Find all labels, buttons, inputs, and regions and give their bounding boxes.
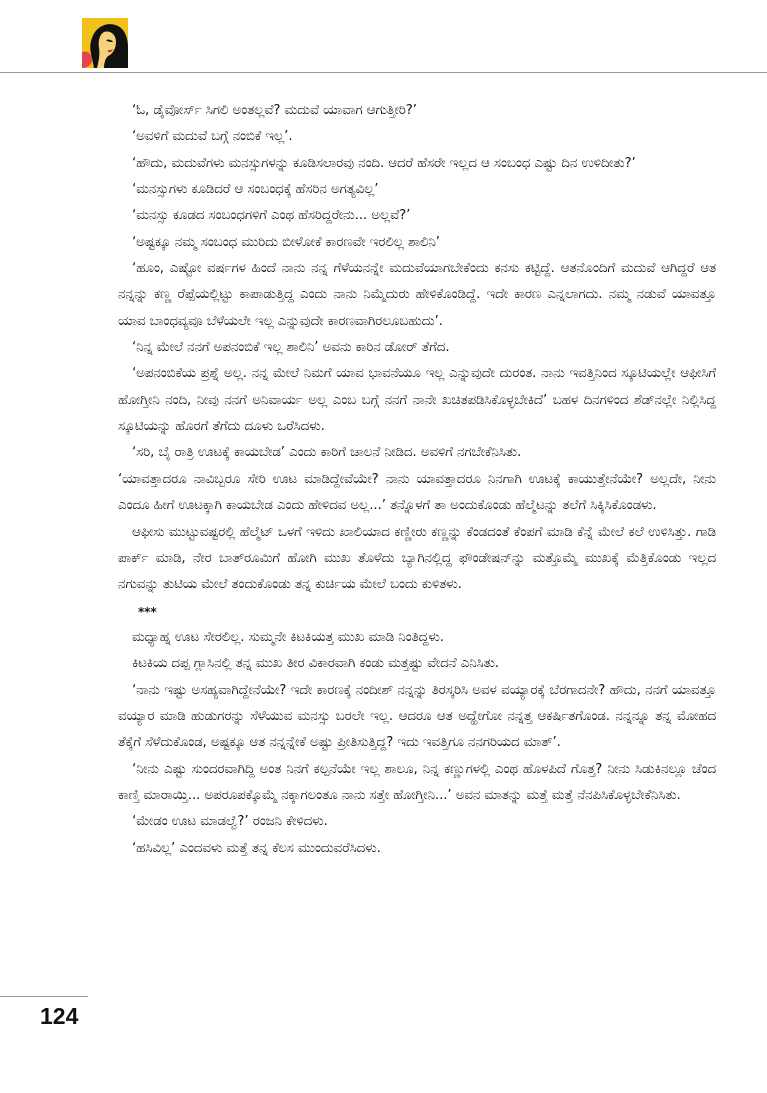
paragraph: ‘ಹಸಿವಿಲ್ಲ’ ಎಂದವಳು ಮತ್ತೆ ತನ್ನ ಕೆಲಸ ಮುಂದುವರೆಸಿದಳು. (132, 840, 381, 856)
paragraph: ‘ಮನಸ್ಸು ಕೂಡದ ಸಂಬಂಧಗಳಿಗೆ ಎಂಥ ಹೆಸರಿದ್ದರೇನು... ಅಲ್ಲವೆ?’ (132, 208, 411, 224)
paragraph: ‘ನೀನು ಎಷ್ಟು ಸುಂದರವಾಗಿದ್ದಿ ಅಂತ ನಿನಗೆ ಕಲ್ಪನೆಯೇ ಇಲ್ಲ ಶಾಲೂ, ನಿನ್ನ ಕಣ್ಣುಗಳಲ್ಲಿ ಎಂಥ ಹೊಳಪಿದೆ ಗೊತ್ತ? ನೀನು ಸಿಡುಕಿನಲ್ಲೂ ಚೆಂದ ಕಾಣ್ತಿ ಮಾರಾಯ್ತಿ... ಅಪರೂಪಕ್ಕೊಮ್ಮೆ ನಕ್ಕಾಗಲಂತೂ ನಾನು ಸತ್ತೇ ಹೋಗ್ತೀನಿ...’ ಅವನ ಮಾತನ್ನು ಮತ್ತೆ ಮತ್ತೆ ನೆನಪಿಸಿಕೊಳ್ಳಬೇಕೆನಿಸಿತು. (118, 761, 716, 803)
paragraph: ಕಿಟಕಿಯ ದಪ್ಪ ಗ್ಲಾಸಿನಲ್ಲಿ ತನ್ನ ಮುಖ ತೀರ ವಿಕಾರವಾಗಿ ಕಂಡು ಮತ್ತಷ್ಟು ವೇದನೆ ಎನಿಸಿತು. (132, 656, 499, 672)
paragraph: ‘ಓ, ಡೈವೋರ್ಸ್ ಸಿಗಲಿ ಅಂತಲ್ಲವೆ? ಮದುವೆ ಯಾವಾಗ ಆಗುತ್ತೀರಿ?’ (132, 103, 417, 118)
paragraph: ‘ಯಾವತ್ತಾದರೂ ನಾವಿಬ್ಬರೂ ಸೇರಿ ಊಟ ಮಾಡಿದ್ದೇವೆಯೇ? ನಾನು ಯಾವತ್ತಾದರೂ ನಿನಗಾಗಿ ಊಟಕ್ಕೆ ಕಾಯುತ್ತೇನೆಯೇ? ಅಲ್ಲದೇ, ನೀನು ಎಂದೂ ಹೀಗೆ ಊಟಕ್ಕಾಗಿ ಕಾಯಬೇಡ ಎಂದು ಹೇಳಿದವ ಅಲ್ಲ...’ ತನ್ನೊಳಗೆ ತಾ ಅಂದುಕೊಂಡು ಹೆಲ್ಮೆಟನ್ನು ತಲೆಗೆ ಸಿಕ್ಕಿಸಿಕೊಂಡಳು. (118, 471, 716, 514)
paragraph: ‘ಮನಸ್ಸುಗಳು ಕೂಡಿದರೆ ಆ ಸಂಬಂಧಕ್ಕೆ ಹೆಸರಿನ ಅಗತ್ಯವಿಲ್ಲ’ (132, 182, 379, 198)
paragraph: ‘ನಿನ್ನ ಮೇಲೆ ನನಗೆ ಅಪನಂಬಿಕೆ ಇಲ್ಲ ಶಾಲಿನಿ’ ಅವನು ಕಾರಿನ ಡೋರ್ ತೆಗೆದ. (132, 340, 450, 356)
paragraph: ‘ಸರಿ, ಬೈ ರಾತ್ರಿ ಊಟಕ್ಕೆ ಕಾಯಬೇಡ’ ಎಂದು ಕಾರಿಗೆ ಚಾಲನೆ ನೀಡಿದ. ಅವಳಿಗೆ ನಗಬೇಕೆನಿಸಿತು. (132, 445, 522, 461)
paragraph: ‘ಹೂಂ, ಎಷ್ಟೋ ವರ್ಷಗಳ ಹಿಂದೆ ನಾನು ನನ್ನ ಗೆಳೆಯನನ್ನೇ ಮದುವೆಯಾಗಬೇಕೆಂದು ಕನಸು ಕಟ್ಟಿದ್ದೆ. ಆತನೊಂದಿಗೆ ಮದುವೆ ಆಗಿದ್ದರೆ ಆತ ನನ್ನನ್ನು ಕಣ್ಣ ರೆಪ್ಪೆಯಲ್ಲಿಟ್ಟು ಕಾಪಾಡುತ್ತಿದ್ದ ಎಂದು ನಾನು ನಿಮ್ಮೆದುರು ಹೇಳಿಕೊಂಡಿದ್ದೆ. ಇದೇ ಕಾರಣ ಎನ್ನಲಾಗದು. ನಮ್ಮ ನಡುವೆ ಯಾವತ್ತೂ ಯಾವ ಬಾಂಧವ್ಯವೂ ಬೆಳೆಯಲೇ ಇಲ್ಲ ಎನ್ನುವುದೇ ಕಾರಣವಾಗಿರಲೂಬಹುದು’. (118, 261, 716, 329)
paragraph: ಆಫೀಸು ಮುಟ್ಟುವಷ್ಟರಲ್ಲಿ ಹೆಲ್ಮೆಟ್ ಒಳಗೆ ಇಳಿದು ಖಾಲಿಯಾದ ಕಣ್ಣೀರು ಕಣ್ಣನ್ನು ಕೆಂಡದಂತೆ ಕೆಂಪಗೆ ಮಾಡಿ ಕೆನ್ನೆ ಮೇಲೆ ಕಲೆ ಉಳಿಸಿತ್ತು. ಗಾಡಿ ಪಾರ್ಕ್ ಮಾಡಿ, ನೇರ ಬಾತ್‌ರೂಮಿಗೆ ಹೋಗಿ ಮುಖ ತೊಳೆದು ಬ್ಯಾಗಿನಲ್ಲಿದ್ದ ಫೌಂಡೇಷನ್‌ನ್ನು ಮತ್ತೊಮ್ಮೆ ಮುಖಕ್ಕೆ ಮೆತ್ತಿಕೊಂಡು ಇಲ್ಲದ ನಗುವನ್ನು ತುಟಿಯ ಮೇಲೆ ತಂದುಕೊಂಡು ತನ್ನ ಕುರ್ಚಿಯ ಮೇಲೆ ಬಂದು ಕುಳಿತಳು. (118, 524, 716, 593)
footer-rule (0, 996, 88, 997)
paragraph: ‘ಅಪನಂಬಿಕೆಯ ಪ್ರಶ್ನೆ ಅಲ್ಲ. ನನ್ನ ಮೇಲೆ ನಿಮಗೆ ಯಾವ ಭಾವನೆಯೂ ಇಲ್ಲ ಎನ್ನುವುದೇ ದುರಂತ. ನಾನು ಇವತ್ತಿನಿಂದ ಸ್ಕೂಟಿಯಲ್ಲೇ ಆಫೀಸಿಗೆ ಹೋಗ್ತೀನಿ ನಂದಿ, ನೀವು ನನಗೆ ಅನಿವಾರ್ಯ ಅಲ್ಲ ಎಂಬ ಬಗ್ಗೆ ನನಗೆ ನಾನೇ ಖಚಿತಪಡಿಸಿಕೊಳ್ಳಬೇಕಿದೆ’ ಬಹಳ ದಿನಗಳಿಂದ ಶೆಡ್‌ನಲ್ಲೇ ನಿಲ್ಲಿಸಿದ್ದ ಸ್ಕೂಟಿಯನ್ನು ಹೊರಗೆ ತೆಗೆದು ದೂಳು ಒರೆಸಿದಳು. (118, 366, 716, 435)
paragraph: ‘ಹೌದು, ಮದುವೆಗಳು ಮನಸ್ಸುಗಳನ್ನು ಕೂಡಿಸಲಾರವು ನಂದಿ. ಆದರೆ ಹೆಸರೇ ಇಲ್ಲದ ಆ ಸಂಬಂಧ ಎಷ್ಟು ದಿನ ಉಳಿದೀತು?’ (132, 155, 636, 171)
woman-profile-logo-icon (82, 18, 128, 68)
paragraph: ಮಧ್ಯಾಹ್ನ ಊಟ ಸೇರಲಿಲ್ಲ. ಸುಮ್ಮನೇ ಕಿಟಕಿಯತ್ತ ಮುಖ ಮಾಡಿ ನಿಂತಿದ್ದಳು. (132, 629, 444, 645)
header-rule (0, 72, 767, 73)
section-break: *** (138, 604, 157, 619)
story-text (118, 98, 716, 862)
paragraph: ‘ಅಷ್ಟಕ್ಕೂ ನಮ್ಮ ಸಂಬಂಧ ಮುರಿದು ಬೀಳೋಕೆ ಕಾರಣವೇ ಇರಲಿಲ್ಲ ಶಾಲಿನಿ’ (132, 234, 440, 250)
paragraph: ‘ಮೇಡಂ ಊಟ ಮಾಡಲ್ವೆ?’ ರಂಜನಿ ಕೇಳಿದಳು. (132, 814, 328, 830)
paragraph: ‘ನಾನು ಇಷ್ಟು ಅಸಹ್ಯವಾಗಿದ್ದೇನೆಯೇ? ಇದೇ ಕಾರಣಕ್ಕೆ ನಂದೀಶ್ ನನ್ನನ್ನು ತಿರಸ್ಕರಿಸಿ ಅವಳ ವಯ್ಯಾರಕ್ಕೆ ಬೆರಗಾದನೇ? ಹೌದು, ನನಗೆ ಯಾವತ್ತೂ ವಯ್ಯಾರ ಮಾಡಿ ಹುಡುಗರನ್ನು ಸೆಳೆಯುವ ಮನಸ್ಸು ಬರಲೇ ಇಲ್ಲ. ಆದರೂ ಆತ ಅದ್ಹೇಗೋ ನನ್ನತ್ತ ಆಕರ್ಷಿತಗೊಂಡ. ನನ್ನನ್ನೂ ತನ್ನ ಮೋಹದ ತೆಕ್ಕೆಗೆ ಸೆಳೆದುಕೊಂಡ, ಅಷ್ಟಕ್ಕೂ ಆತ ನನ್ನನ್ನೇಕೆ ಅಷ್ಟು ಪ್ರೀತಿಸುತ್ತಿದ್ದ? ಇದು ಇವತ್ತಿಗೂ ನನಗರಿಯದ ಮಾತ್’. (118, 682, 716, 751)
paragraph: ‘ಅವಳಿಗೆ ಮದುವೆ ಬಗ್ಗೆ ನಂಬಿಕೆ ಇಲ್ಲ’. (132, 129, 293, 145)
page-number: 124 (40, 1003, 79, 1029)
